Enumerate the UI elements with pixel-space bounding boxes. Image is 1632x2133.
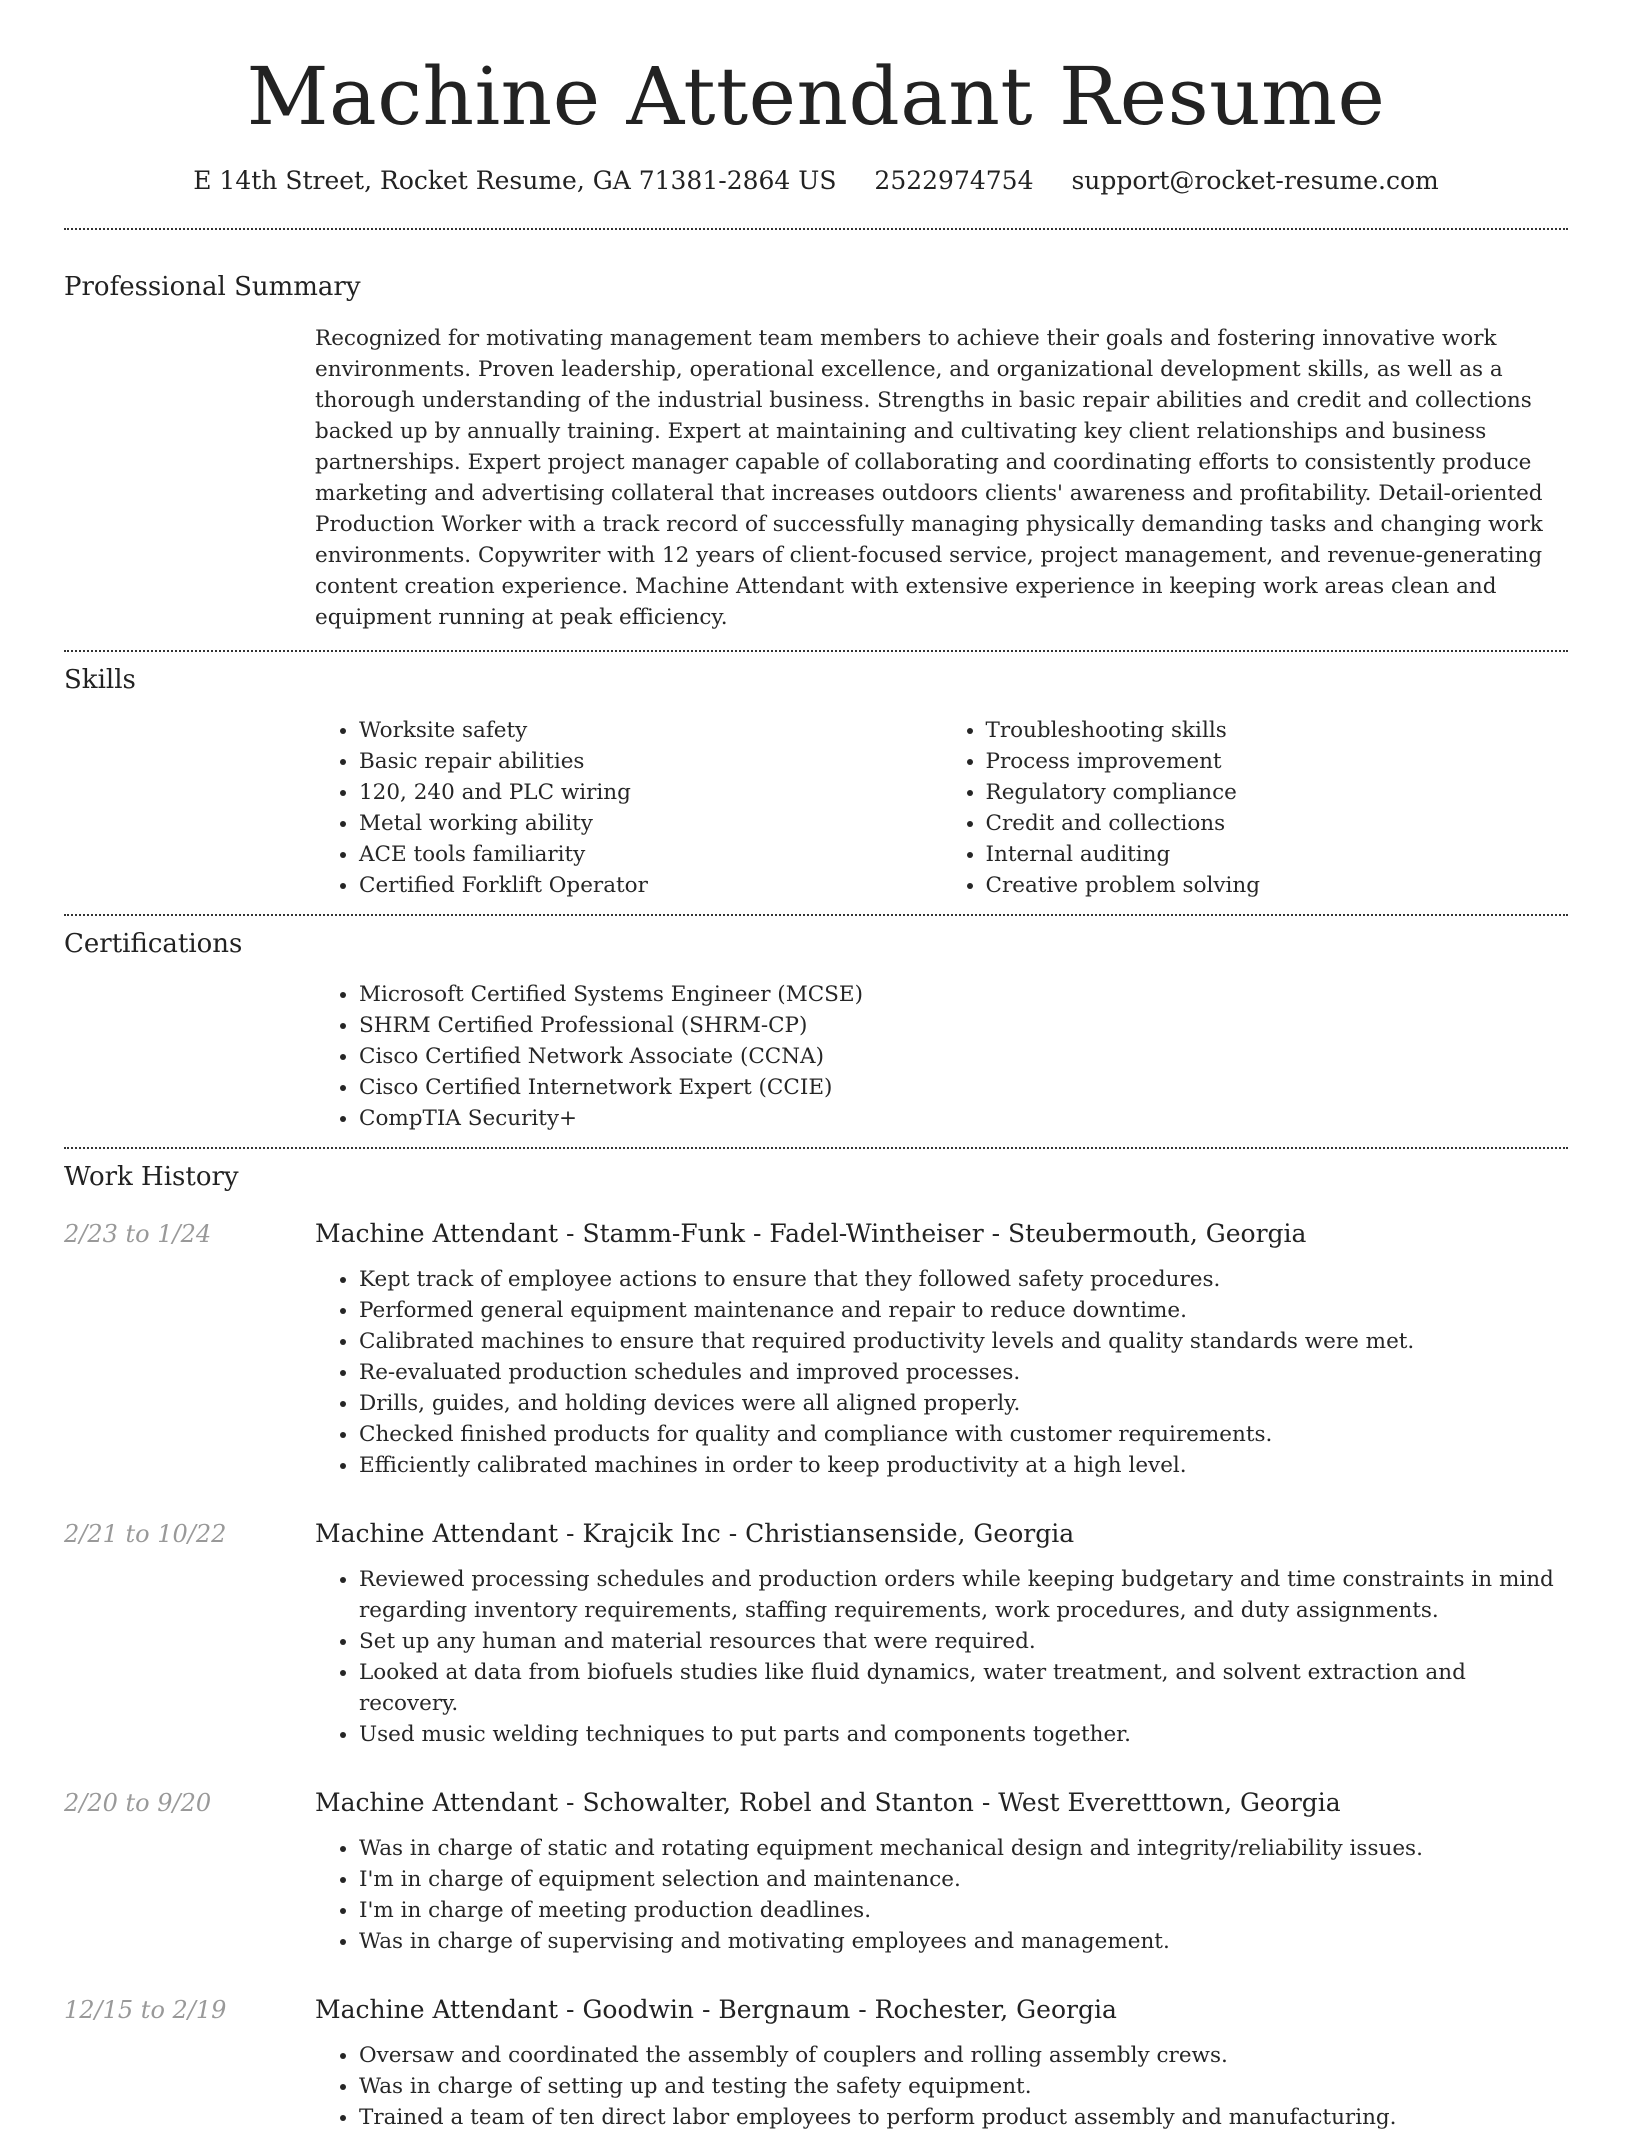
certifications-section — [64, 927, 1568, 1134]
job-title: Machine Attendant - Krajcik Inc - Christiansenside, Georgia — [315, 1519, 1075, 1548]
job-entry — [64, 1993, 1568, 2133]
job-bullets — [315, 1564, 1568, 1750]
certification-item: • SHRM Certified Professional (SHRM-CP) — [359, 1010, 1568, 1041]
job-bullet: • Was in charge of supervising and motivating employees and management. — [359, 1926, 1568, 1957]
job-bullet: • Used music welding techniques to put parts and components together. — [359, 1719, 1568, 1750]
job-bullets — [315, 1833, 1568, 1957]
job-bullet: • Kept track of employee actions to ensure that they followed safety procedures. — [359, 1264, 1568, 1295]
job-dates: 2/23 to 1/24 — [64, 1220, 212, 1248]
job-title: Machine Attendant - Schowalter, Robel and Stanton - West Everetttown, Georgia — [315, 1788, 1341, 1817]
skill-item: • Creative problem solving — [986, 870, 1569, 901]
skill-item: • ACE tools familiarity — [359, 839, 942, 870]
job-entry — [64, 1217, 1568, 1481]
certification-item: • Cisco Certified Network Associate (CCNA) — [359, 1041, 1568, 1072]
job-bullet: • Re-evaluated production schedules and improved processes. — [359, 1357, 1568, 1388]
contact-phone: 2522974754 — [874, 166, 1034, 195]
skill-item: • Metal working ability — [359, 808, 942, 839]
job-bullet: • Efficiently calibrated machines in order to keep productivity at a high level. — [359, 1450, 1568, 1481]
job-title: Machine Attendant - Goodwin - Bergnaum - Rochester, Georgia — [315, 1995, 1117, 2024]
contact-line — [64, 164, 1568, 198]
skill-item: • Worksite safety — [359, 715, 942, 746]
job-header — [64, 1786, 1568, 1820]
skills-list-left — [315, 715, 942, 901]
job-dates: 12/15 to 2/19 — [64, 1996, 227, 2024]
skills-grid — [315, 715, 1568, 901]
certification-item: • CompTIA Security+ — [359, 1103, 1568, 1134]
job-bullet: • Drills, guides, and holding devices were all aligned properly. — [359, 1388, 1568, 1419]
work-history-heading: Work History — [64, 1162, 239, 1192]
skill-item: • Internal auditing — [986, 839, 1569, 870]
job-bullet: • Set up any human and material resources that were required. — [359, 1626, 1568, 1657]
job-entry — [64, 1517, 1568, 1750]
certifications-divider — [64, 1147, 1568, 1149]
skill-item: • Credit and collections — [986, 808, 1569, 839]
certification-item: • Cisco Certified Internetwork Expert (CCIE) — [359, 1072, 1568, 1103]
skill-item: • Troubleshooting skills — [986, 715, 1569, 746]
skill-item: • Certified Forklift Operator — [359, 870, 942, 901]
skills-heading: Skills — [64, 665, 136, 695]
skills-divider — [64, 914, 1568, 916]
job-bullet: • Trained a team of ten direct labor employees to perform product assembly and manufacturing. — [359, 2102, 1568, 2133]
resume-page — [64, 0, 1568, 2133]
summary-section — [64, 270, 1568, 633]
work-history-section — [64, 1160, 1568, 2133]
certifications-list — [315, 979, 1568, 1134]
certifications-heading: Certifications — [64, 929, 243, 959]
job-bullet: • Performed general equipment maintenance and repair to reduce downtime. — [359, 1295, 1568, 1326]
certification-item: • Microsoft Certified Systems Engineer (MCSE) — [359, 979, 1568, 1010]
job-bullet: • I'm in charge of meeting production deadlines. — [359, 1895, 1568, 1926]
job-bullet: • I'm in charge of equipment selection and maintenance. — [359, 1864, 1568, 1895]
job-header — [64, 1517, 1568, 1551]
job-bullet: • Was in charge of static and rotating equipment mechanical design and integrity/reliability issues. — [359, 1833, 1568, 1864]
header-divider — [64, 228, 1568, 230]
job-bullet: • Checked finished products for quality and compliance with customer requirements. — [359, 1419, 1568, 1450]
job-bullet: • Oversaw and coordinated the assembly of couplers and rolling assembly crews. — [359, 2040, 1568, 2071]
summary-heading: Professional Summary — [64, 272, 361, 302]
skill-item: • Process improvement — [986, 746, 1569, 777]
summary-divider — [64, 650, 1568, 652]
skill-item: • Basic repair abilities — [359, 746, 942, 777]
job-bullet: • Looked at data from biofuels studies like fluid dynamics, water treatment, and solvent extraction and recovery. — [359, 1657, 1568, 1719]
contact-address: E 14th Street, Rocket Resume, GA 71381-2864 US — [193, 166, 837, 195]
skill-item: • Regulatory compliance — [986, 777, 1569, 808]
job-header — [64, 1217, 1568, 1251]
job-title: Machine Attendant - Stamm-Funk - Fadel-Wintheiser - Steubermouth, Georgia — [315, 1219, 1307, 1248]
job-bullets — [315, 1264, 1568, 1481]
skills-list-right — [942, 715, 1569, 901]
job-bullet: • Reviewed processing schedules and production orders while keeping budgetary and time constraints in mind regarding inventory requirements, staffing requirements, work procedures, and duty assignments. — [359, 1564, 1568, 1626]
job-dates: 2/20 to 9/20 — [64, 1789, 212, 1817]
contact-email: support@rocket-resume.com — [1071, 166, 1439, 195]
skill-item: • 120, 240 and PLC wiring — [359, 777, 942, 808]
job-dates: 2/21 to 10/22 — [64, 1520, 227, 1548]
job-header — [64, 1993, 1568, 2027]
resume-title: Machine Attendant Resume — [246, 50, 1386, 143]
job-bullet: • Calibrated machines to ensure that required productivity levels and quality standards were met. — [359, 1326, 1568, 1357]
summary-text: Recognized for motivating management team members to achieve their goals and fostering innovative work environments. Proven leadership, operational excellence, and organizational development skills, as well as a thorough understanding of the industrial business. Strengths in basic repair abilities and credit and collections backed up by annually training. Expert at maintaining and cultivating key client relationships and business partnerships. Expert project manager capable of collaborating and coordinating efforts to consistently produce marketing and advertising collateral that increases outdoors clients' awareness and profitability. Detail-oriented Production Worker with a track record of successfully managing physically demanding tasks and changing work environments. Copywriter with 12 years of client-focused service, project management, and revenue-generating content creation experience. Machine Attendant with extensive experience in keeping work areas clean and equipment running at peak efficiency. — [315, 326, 1543, 630]
job-entry — [64, 1786, 1568, 1957]
job-bullet: • Was in charge of setting up and testing the safety equipment. — [359, 2071, 1568, 2102]
skills-section — [64, 663, 1568, 901]
job-bullets — [315, 2040, 1568, 2133]
